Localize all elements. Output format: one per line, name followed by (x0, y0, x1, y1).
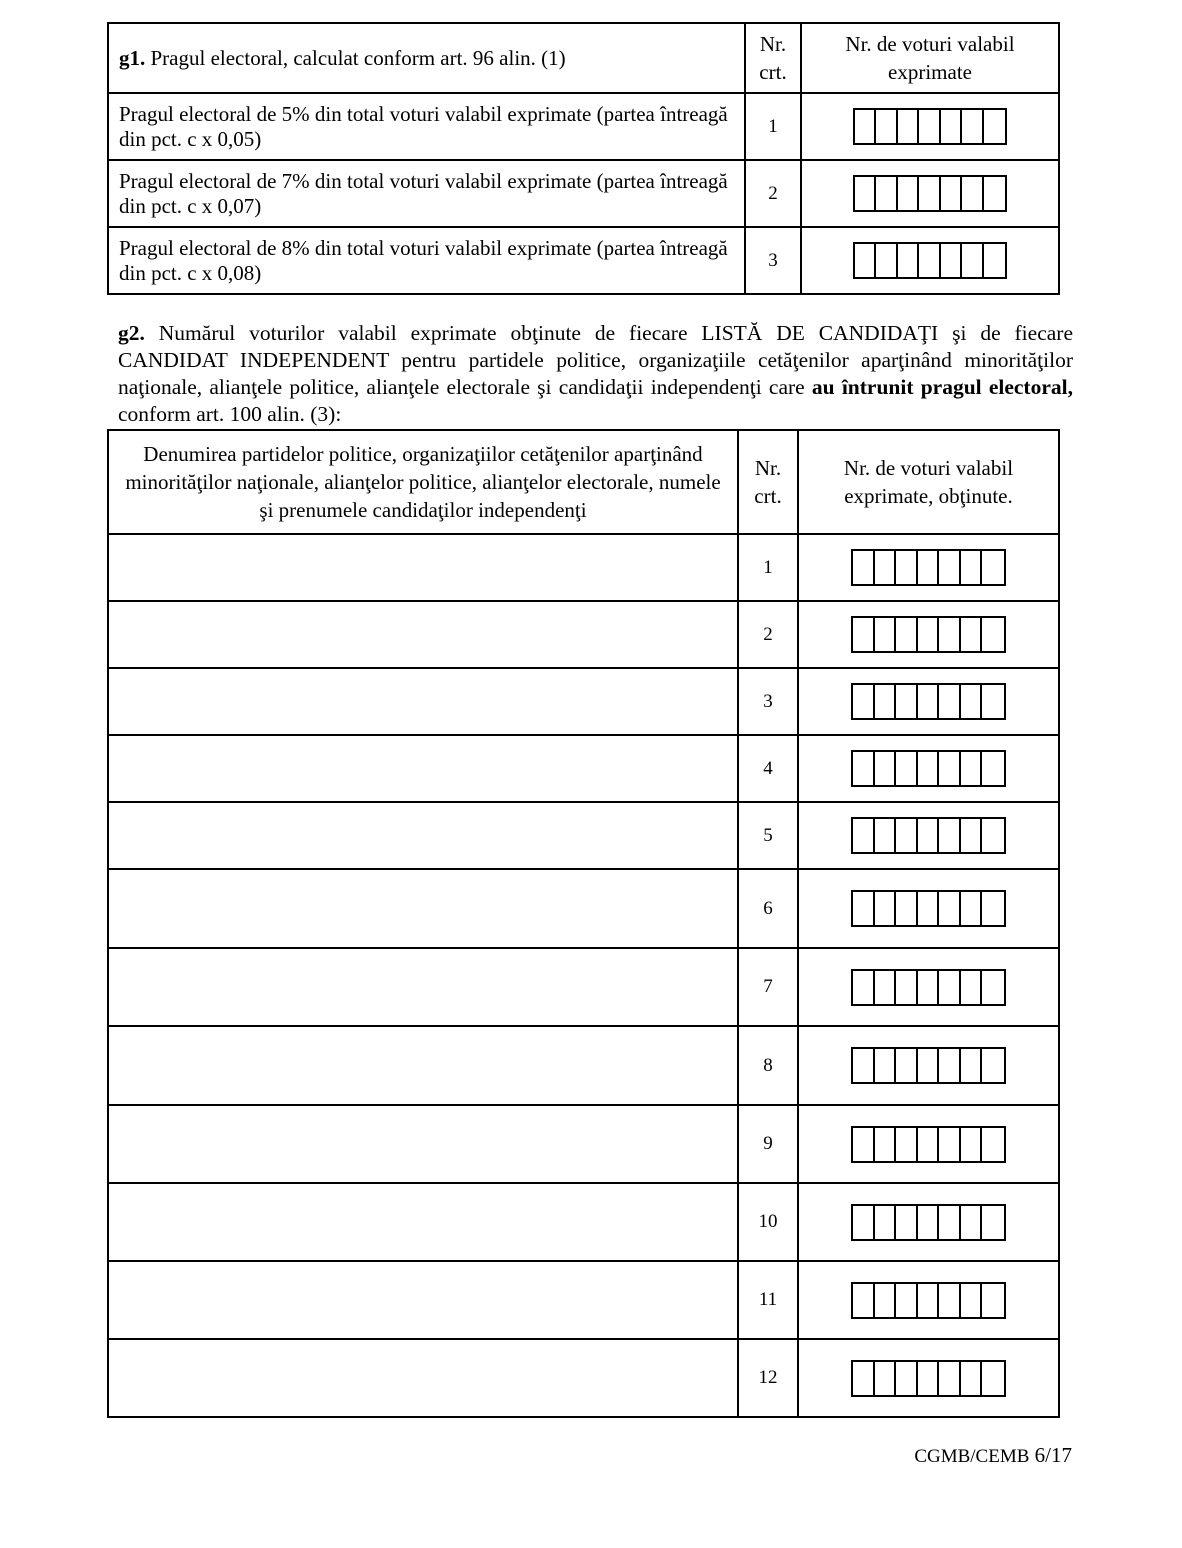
row-number: 2 (738, 601, 798, 668)
threshold-title: Pragul electoral, calculat conform art. 96 alin. (1) (145, 45, 566, 70)
digit-boxes-field[interactable] (851, 750, 1006, 787)
name-entry-cell[interactable] (108, 668, 738, 735)
votes-cell (798, 534, 1059, 601)
table-row (108, 1026, 1059, 1105)
section-label-g1: g1. (119, 45, 146, 70)
votes-cell (798, 1261, 1059, 1339)
table-row (108, 1339, 1059, 1417)
table-row (108, 948, 1059, 1026)
row-number: 1 (745, 93, 801, 160)
table-row (108, 668, 1059, 735)
page-footer (914, 1443, 1072, 1468)
votes-cell (798, 1026, 1059, 1105)
table-row (108, 1105, 1059, 1183)
row-number: 2 (745, 160, 801, 227)
digit-boxes-field[interactable] (851, 1204, 1006, 1241)
col-header-votes: Nr. de voturi valabil exprimate, obţinute. (798, 430, 1059, 534)
digit-boxes-field[interactable] (851, 817, 1006, 854)
name-entry-cell[interactable] (108, 534, 738, 601)
name-entry-cell[interactable] (108, 1261, 738, 1339)
row-number: 8 (738, 1026, 798, 1105)
digit-boxes-field[interactable] (853, 175, 1008, 212)
table-row (108, 869, 1059, 948)
row-number: 10 (738, 1183, 798, 1261)
results-header-row (108, 430, 1059, 534)
threshold-title-cell (108, 23, 745, 93)
threshold-description: Pragul electoral de 5% din total voturi valabil exprimate (partea întreagă din pct. c x 0,05) (108, 93, 745, 160)
name-entry-cell[interactable] (108, 735, 738, 802)
votes-cell (798, 802, 1059, 869)
votes-cell (798, 668, 1059, 735)
g2-intro-text-1: Numărul voturilor valabil exprimate obţinute de fiecare LISTĂ DE CANDIDAŢI şi de fiecare CANDIDAT INDEPENDENT pentru partidele politice, organizaţiile cetăţenilor aparţinând minorităţilor naţionale, alianţele politice, alianţele electorale şi candidaţii independenţi care (118, 321, 1073, 399)
row-number: 7 (738, 948, 798, 1026)
name-entry-cell[interactable] (108, 1105, 738, 1183)
row-number: 3 (738, 668, 798, 735)
table-row (108, 802, 1059, 869)
threshold-table (107, 22, 1060, 295)
name-entry-cell[interactable] (108, 1339, 738, 1417)
name-entry-cell[interactable] (108, 1026, 738, 1105)
row-number: 5 (738, 802, 798, 869)
votes-cell (801, 227, 1059, 294)
digit-boxes-field[interactable] (851, 1360, 1006, 1397)
name-entry-cell[interactable] (108, 869, 738, 948)
votes-cell (798, 1183, 1059, 1261)
table-row (108, 601, 1059, 668)
col-header-name: Denumirea partidelor politice, organizaţiilor cetăţenilor aparţinând minorităţilor naţionale, alianţelor politice, alianţelor electorale, numele şi prenumele candidaţilor independenţi (108, 430, 738, 534)
votes-cell (798, 735, 1059, 802)
table-row (108, 227, 1059, 294)
votes-cell (798, 869, 1059, 948)
name-entry-cell[interactable] (108, 802, 738, 869)
row-number: 3 (745, 227, 801, 294)
votes-cell (801, 93, 1059, 160)
votes-cell (801, 160, 1059, 227)
col-header-nr: Nr. crt. (738, 430, 798, 534)
footer-code: CGMB/CEMB (914, 1446, 1030, 1467)
table-row (108, 1183, 1059, 1261)
col-header-nr: Nr. crt. (745, 23, 801, 93)
table-row (108, 735, 1059, 802)
results-table (107, 429, 1060, 1418)
col-header-votes: Nr. de voturi valabil exprimate (801, 23, 1059, 93)
digit-boxes-field[interactable] (851, 683, 1006, 720)
digit-boxes-field[interactable] (851, 1047, 1006, 1084)
digit-boxes-field[interactable] (851, 890, 1006, 927)
digit-boxes-field[interactable] (851, 1126, 1006, 1163)
row-number: 4 (738, 735, 798, 802)
row-number: 6 (738, 869, 798, 948)
row-number: 12 (738, 1339, 798, 1417)
votes-cell (798, 601, 1059, 668)
name-entry-cell[interactable] (108, 1183, 738, 1261)
table-row (108, 93, 1059, 160)
name-entry-cell[interactable] (108, 601, 738, 668)
page-number: 6/17 (1034, 1443, 1072, 1467)
row-number: 9 (738, 1105, 798, 1183)
table-row (108, 1261, 1059, 1339)
name-entry-cell[interactable] (108, 948, 738, 1026)
digit-boxes-field[interactable] (853, 108, 1008, 145)
g2-intro-text-2: conform art. 100 alin. (3): (118, 402, 342, 426)
digit-boxes-field[interactable] (851, 616, 1006, 653)
digit-boxes-field[interactable] (851, 1282, 1006, 1319)
g2-intro-bold: au întrunit pragul electoral, (811, 375, 1073, 399)
digit-boxes-field[interactable] (851, 549, 1006, 586)
digit-boxes-field[interactable] (851, 969, 1006, 1006)
threshold-description: Pragul electoral de 7% din total voturi valabil exprimate (partea întreagă din pct. c x 0,07) (108, 160, 745, 227)
digit-boxes-field[interactable] (853, 242, 1008, 279)
votes-cell (798, 1105, 1059, 1183)
votes-cell (798, 1339, 1059, 1417)
table-row (108, 534, 1059, 601)
g2-intro-paragraph (118, 320, 1073, 428)
votes-cell (798, 948, 1059, 1026)
table-row (108, 160, 1059, 227)
threshold-description: Pragul electoral de 8% din total voturi valabil exprimate (partea întreagă din pct. c x 0,08) (108, 227, 745, 294)
row-number: 1 (738, 534, 798, 601)
section-label-g2: g2. (118, 321, 145, 345)
threshold-header-row (108, 23, 1059, 93)
row-number: 11 (738, 1261, 798, 1339)
